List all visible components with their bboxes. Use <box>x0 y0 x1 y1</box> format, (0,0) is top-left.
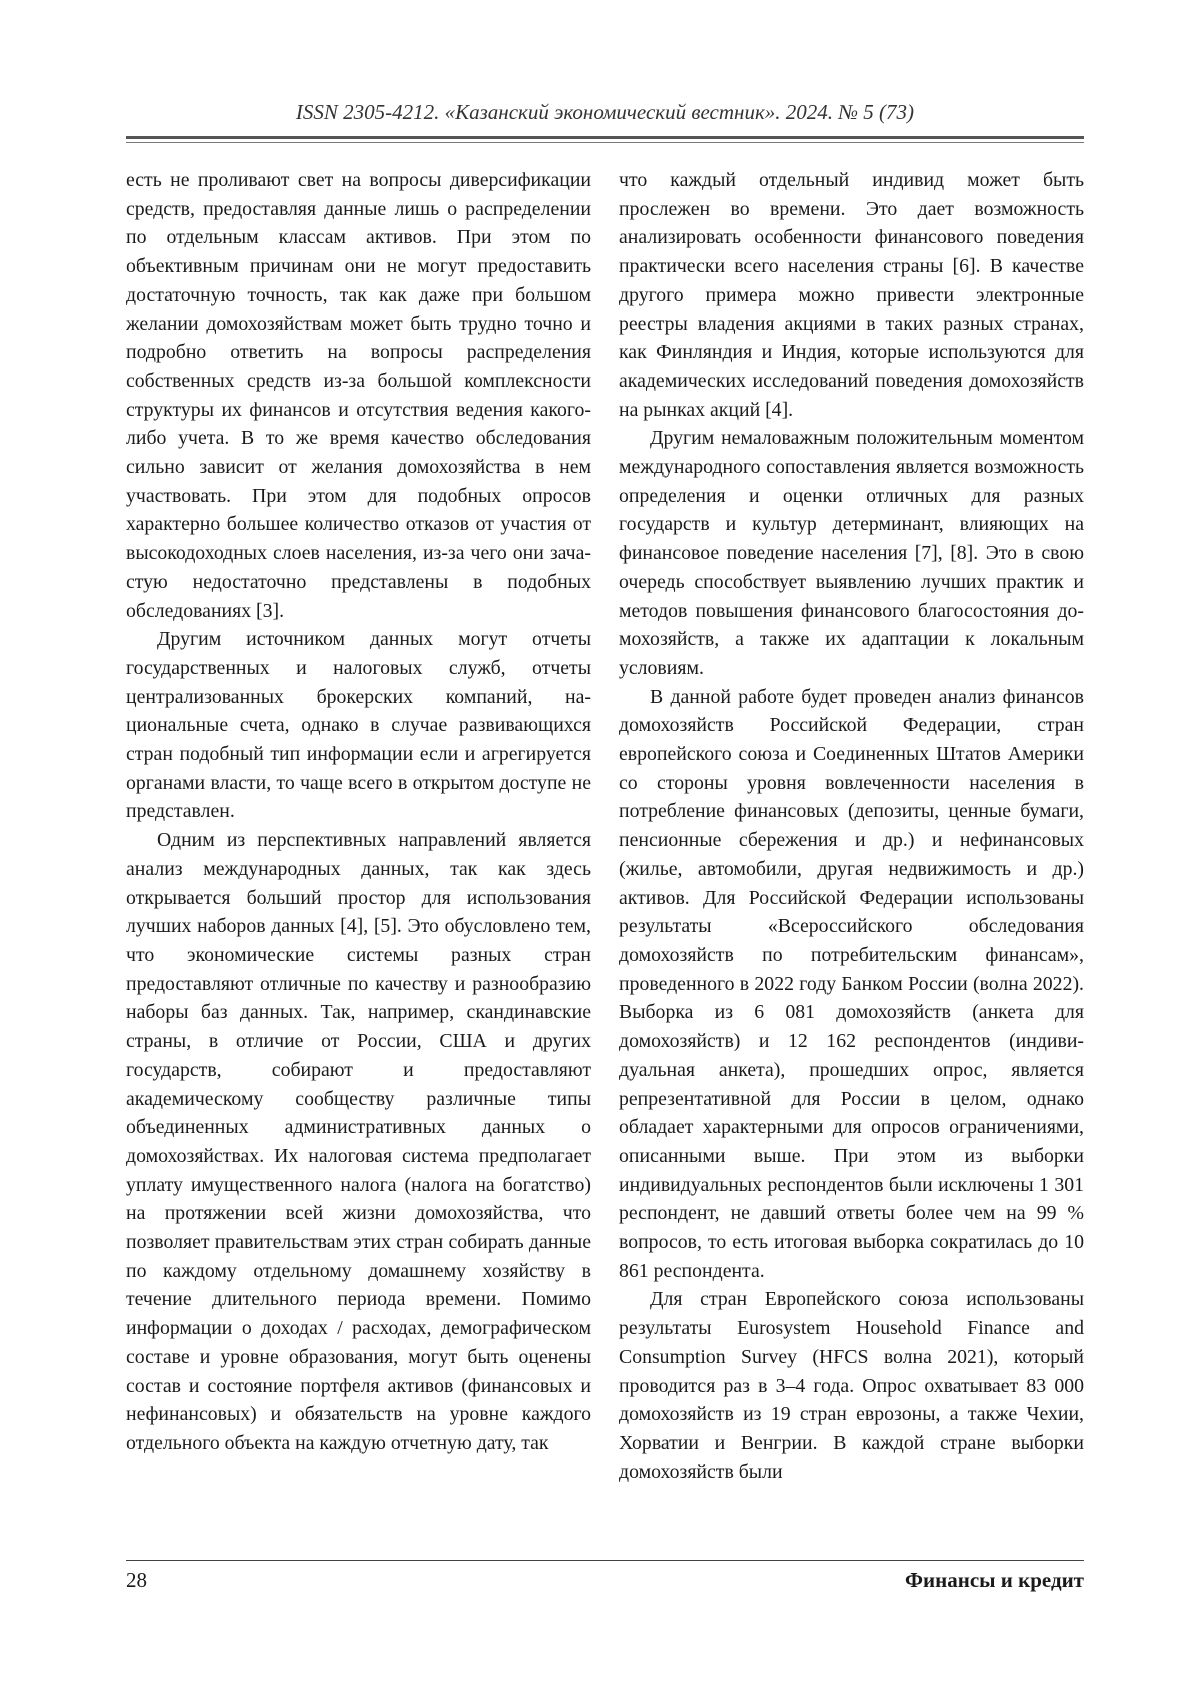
header-rule-thick <box>126 136 1084 139</box>
header-rule-thin <box>126 142 1084 143</box>
paragraph: Для стран Европейского союза использованы результаты Eurosystem Household Finance and Consumption Survey (HFCS волна 2021), который проводится раз в 3–4 года. Опрос охватывает 83 000 домохозяйств из 19 стран еврозоны, а также Чехии, Хорватии и Венгрии. В каждой стране выборки домохозяйств были <box>619 1288 1084 1483</box>
paragraph: В данной работе будет проведен анализ финансов домохозяйств Российской Федерации, стран европейского союза и Соединенных Штатов Америки со стороны уровня вовлеченности населения в потребление финансовых (депозиты, ценные бумаги, пенсионные сбережения и др.) и нефинансовых (жилье, автомобили, другая недвижимость и др.) активов. Для Российской Федерации использованы результаты «Всероссийского обследования домохозяйств по потребительским финансам», проведенного в 2022 году Банком России (волна 2022). Выборка из 6 081 домохозяйств (анкета для домохозяйств) и 12 162 респондентов (индивидуальная анкета), прошедших опрос, является репрезентативной для России в целом, однако обладает характерными для опросов ограничениями, описанными выше. При этом из выборки индивидуальных респондентов были исключены 1 301 респондент, не давший ответы более чем на 99 % вопросов, то есть итоговая выборка сократилась до 10 861 респондента. <box>619 685 1084 1282</box>
paragraph: Одним из перспективных направлений является анализ международных данных, так как здесь открывается больший простор для использования лучших наборов данных [4], [5]. Это обусловлено тем, что экономические системы разных стран предоставляют отличные по качеству и разнообразию наборы баз данных. Так, например, скандинавские страны, в отличие от России, США и других государств, собирают и предоставляют академическому сообществу различные типы объединенных административных данных о домохозяйствах. Их налоговая система предполагает уплату имущественного налога (налога на богатство) на протяжении всей жизни домохозяйства, что позволяет правительствам этих стран собирать данные по каждому отдельному домашнему хозяйству в течение длительного периода времени. Помимо информации о доходах / расходах, демографическом составе и уровне образования, могут быть оценены состав и состояние портфеля активов (финансовых и нефинансовых) и обязательств на уровне каждого отдельного объекта на каждую отчетную дату, так <box>126 829 591 1454</box>
paragraph: что каждый отдельный индивид может быть прослежен во времени. Это дает возможность анализировать особенности финансового поведения практически всего населения страны [6]. В качестве другого примера можно привести электронные реестры владения акциями в таких разных странах, как Финляндия и Индия, которые используются для академических исследований поведения домохозяйств на рынках акций [4]. <box>619 169 1084 421</box>
section-title: Финансы и кредит <box>904 1568 1084 1592</box>
page-number: 28 <box>126 1568 147 1592</box>
journal-header: ISSN 2305-4212. «Казанский экономический вестник». 2024. № 5 (73) <box>295 100 915 124</box>
paragraph: Другим источником данных могут отчеты государственных и налоговых служб, отчеты централизованных брокерских компаний, национальные счета, однако в случае развивающихся стран подобный тип информации если и агрегируется органами власти, то чаще всего в открытом доступе не представлен. <box>126 628 591 823</box>
right-column <box>619 166 1084 1550</box>
footer-rule <box>126 1560 1084 1561</box>
paragraph: есть не проливают свет на вопросы диверсификации средств, предоставляя данные лишь о распределении по отдельным классам активов. При этом по объективным причинам они не могут предоставить достаточную точность, так как даже при большом желании домохозяйствам может быть трудно точно и подробно ответить на вопросы распределения собственных средств из-за большой комплексности структуры их финансов и отсутствия ведения какого-либо учета. В то же время качество обследования сильно зависит от желания домохозяйства в нем участвовать. При этом для подобных опросов характерно большее количество отказов от участия от высокодоходных слоев населения, из-за чего они зачастую недостаточно представлены в подобных обследованиях [3]. <box>126 169 591 622</box>
paragraph: Другим немаловажным положительным моментом международного сопоставления является возможность определения и оценки отличных для разных государств и культур детерминант, влияющих на финансовое поведение населения [7], [8]. Это в свою очередь способствует выявлению лучших практик и методов повышения финансового благосостояния домохозяйств, а также их адаптации к локальным условиям. <box>619 427 1084 679</box>
left-column <box>126 166 591 1550</box>
